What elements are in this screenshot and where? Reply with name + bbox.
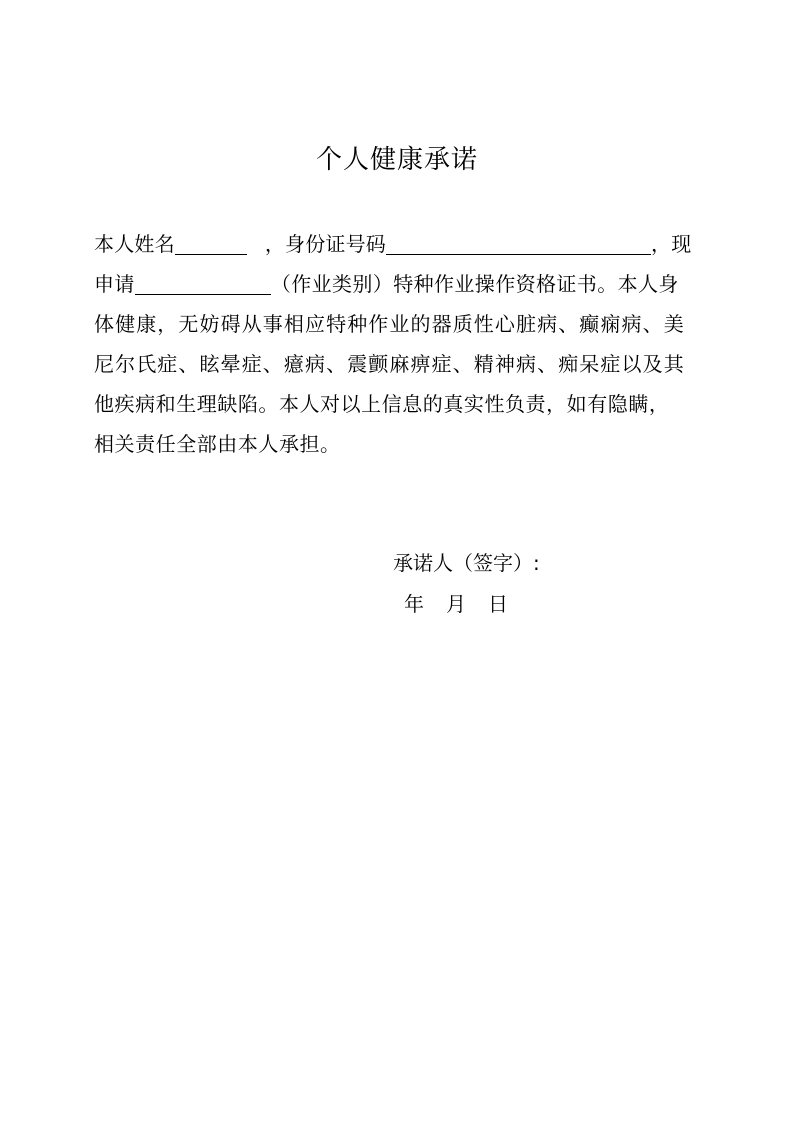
statement-line-6: 相关责任全部由本人承担。 — [94, 432, 341, 456]
id-number-blank[interactable] — [386, 232, 651, 255]
work-type-blank[interactable] — [135, 272, 271, 295]
date-month-label: 月 — [446, 592, 466, 616]
line2-text: （作业类别）特种作业操作资格证书。本人身 — [270, 272, 679, 296]
statement-line-5: 他疾病和生理缺陷。本人对以上信息的真实性负责，如有隐瞒， — [94, 392, 670, 416]
date-day-label: 日 — [488, 592, 508, 616]
line1-tail: ，现 — [651, 232, 692, 256]
id-label: ，身份证号码 — [264, 232, 387, 256]
page-title: 个人健康承诺 — [315, 145, 478, 175]
date-row — [404, 584, 508, 624]
statement-line-2 — [94, 264, 679, 304]
name-blank[interactable] — [175, 232, 247, 255]
date-year-label: 年 — [404, 592, 424, 616]
signature-label: 承诺人（签字）: — [393, 551, 540, 575]
statement-line-1 — [94, 224, 691, 264]
name-label: 本人姓名 — [94, 232, 175, 256]
statement-line-4: 尼尔氏症、眩晕症、癔病、震颤麻痹症、精神病、痴呆症以及其 — [94, 352, 685, 376]
statement-line-3: 体健康，无妨碍从事相应特种作业的器质性心脏病、癫痫病、美 — [94, 312, 685, 336]
apply-label: 申请 — [94, 272, 135, 296]
